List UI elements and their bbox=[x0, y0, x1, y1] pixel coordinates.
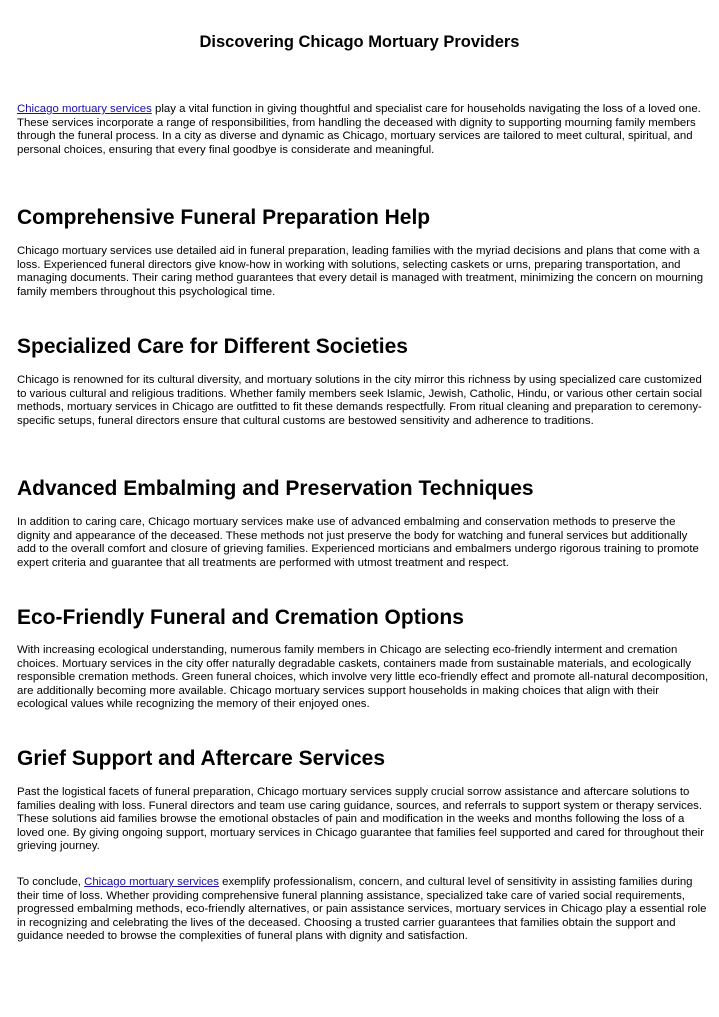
section-body-embalming: In addition to caring care, Chicago mortuary services make use of advanced embalming and conservation methods to preserve the dignity and appearance of the deceased. These methods not just preserve the body for watching and funeral services but additionally add to the overall comfort and closure of grieving families. Experienced morticians and embalmers undergo rigorous training to promote expert criteria and guarantee that all treatments are performed with utmost treatment and respect. bbox=[17, 516, 699, 569]
section-heading-different-societies: Specialized Care for Different Societies bbox=[17, 335, 408, 358]
conclusion-mortuary-services-link[interactable]: Chicago mortuary services bbox=[84, 876, 219, 888]
document-title: Discovering Chicago Mortuary Providers bbox=[199, 33, 520, 51]
section-body-different-societies: Chicago is renowned for its cultural diversity, and mortuary solutions in the city mirror this richness by using specialized care customized to various cultural and religious traditions. Whether family members seek Islamic, Jewish, Catholic, Hindu, or various other certain social methods, mortuary services in Chicago are outfitted to fit these demands respectfully. From ritual cleaning and preparation to ceremony-specific setups, funeral directors ensure that cultural customs are bestowed sensitivity and adherence to traditions. bbox=[17, 374, 702, 427]
conclusion-text: exemplify professionalism, concern, and cultural level of sensitivity in assisting families during their time of loss. Whether providing comprehensive funeral planning assistance, specialized take care of varied social requirements, progressed embalming methods, eco-friendly alternatives, or pain assistance services, mortuary services in Chicago play a essential role in recognizing and celebrating the lives of the deceased. Choosing a trusted carrier guarantees that families obtain the support and guidance needed to browse the complexities of funeral plans with dignity and satisfaction. bbox=[17, 876, 707, 943]
section-heading-grief-support: Grief Support and Aftercare Services bbox=[17, 747, 386, 770]
section-heading-eco-friendly: Eco-Friendly Funeral and Cremation Options bbox=[17, 606, 464, 629]
section-body-grief-support: Past the logistical facets of funeral preparation, Chicago mortuary services supply crucial sorrow assistance and aftercare solutions to families dealing with loss. Funeral directors and team use caring guidance, sources, and referrals to support system or therapy services. These solutions aid families browse the emotional obstacles of pain and modification in the weeks and months following the loss of a loved one. By giving ongoing support, mortuary services in Chicago guarantee that families feel supported and cared for throughout their grieving journey. bbox=[17, 786, 705, 853]
conclusion-prefix: To conclude, bbox=[17, 876, 85, 888]
section-heading-embalming: Advanced Embalming and Preservation Techniques bbox=[17, 477, 534, 500]
section-body-funeral-preparation: Chicago mortuary services use detailed aid in funeral preparation, leading families with the myriad decisions and plans that come with a loss. Experienced funeral directors give know-how in working with solutions, selecting caskets or urns, preparing transportation, and managing documents. Their caring method guarantees that every detail is managed with treatment, minimizing the concern on mourning family members throughout this psychological time. bbox=[17, 245, 704, 298]
section-body-eco-friendly: With increasing ecological understanding, numerous family members in Chicago are selecting eco-friendly interment and cremation choices. Mortuary services in the city offer naturally degradable caskets, containers made from sustainable materials, and ecologically responsible cremation methods. Green funeral choices, which involve very little eco-friendly effect and promote all-natural decomposition, are additionally becoming more available. Chicago mortuary services support households in making choices that align with their ecological values while recognizing the memory of their enjoyed ones. bbox=[17, 644, 709, 711]
intro-paragraph bbox=[17, 103, 709, 157]
chicago-mortuary-services-link[interactable]: Chicago mortuary services bbox=[17, 103, 152, 115]
section-heading-funeral-preparation: Comprehensive Funeral Preparation Help bbox=[17, 206, 431, 229]
conclusion-paragraph bbox=[17, 876, 709, 944]
intro-text: play a vital function in giving thoughtful and specialist care for households navigating the loss of a loved one. These services incorporate a range of responsibilities, from handling the deceased with dignity to supporting mourning family members through the funeral process. In a city as diverse and dynamic as Chicago, mortuary services are tailored to meet cultural, spiritual, and personal choices, ensuring that every final goodbye is considerate and meaningful. bbox=[17, 103, 701, 156]
